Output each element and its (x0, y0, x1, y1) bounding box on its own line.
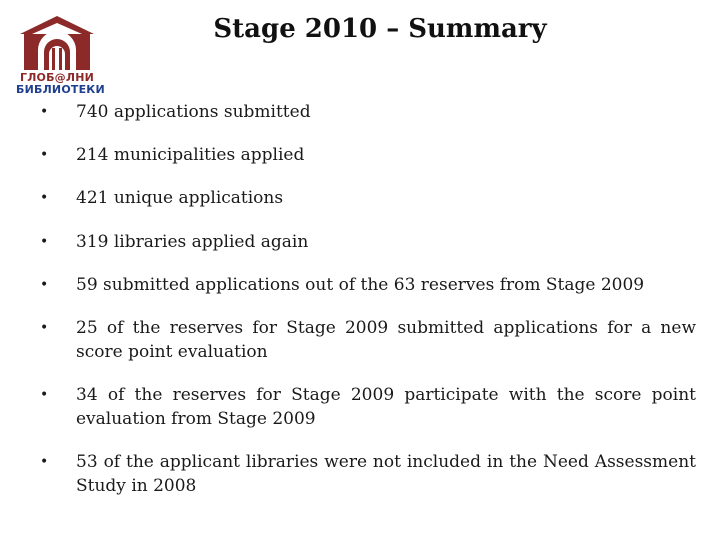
bullet-number: 59 (76, 275, 98, 295)
bullet-text: municipalities applied (108, 145, 305, 165)
bullet-icon: • (40, 147, 49, 163)
bullet-icon: • (40, 387, 49, 403)
bullet-text: of the applicant libraries were not included in the Need Assessment Study in 2008 (76, 452, 696, 496)
list-item (40, 273, 696, 297)
list-item (40, 450, 696, 498)
list-item (40, 230, 696, 254)
bullet-number: 53 (76, 452, 98, 472)
bullet-number: 740 (76, 102, 109, 122)
bullet-icon: • (40, 190, 49, 206)
bullet-icon: • (40, 320, 49, 336)
list-item (40, 383, 696, 431)
bullet-text: libraries applied again (108, 232, 309, 252)
bullet-text: of the reserves for Stage 2009 participate with the score point evaluation from Stage 2009 (76, 385, 696, 429)
bullet-icon: • (40, 234, 49, 250)
list-item (40, 186, 696, 210)
logo-text-line1: ГЛОБ@ЛНИ (19, 71, 95, 84)
bullet-number: 25 (76, 318, 98, 338)
list-item (40, 316, 696, 364)
bullet-text: applications submitted (108, 102, 311, 122)
logo-text-line2: БИБЛИОТЕКИ (16, 83, 105, 96)
page-title: Stage 2010 – Summary (213, 14, 547, 44)
globalni-biblioteki-logo (16, 14, 105, 98)
bullet-text: of the reserves for Stage 2009 submitted applications for a new score point evaluation (76, 318, 696, 362)
bullet-text: unique applications (108, 188, 284, 208)
bullet-number: 319 (76, 232, 109, 252)
bullet-number: 214 (76, 145, 109, 165)
library-building-icon (16, 14, 98, 72)
bullet-number: 421 (76, 188, 109, 208)
bullet-icon: • (40, 104, 49, 120)
bullet-icon: • (40, 277, 49, 293)
bullet-number: 34 (76, 385, 98, 405)
bullet-text: submitted applications out of the 63 reserves from Stage 2009 (97, 275, 645, 295)
list-item (40, 100, 696, 124)
bullet-icon: • (40, 454, 49, 470)
list-item (40, 143, 696, 167)
